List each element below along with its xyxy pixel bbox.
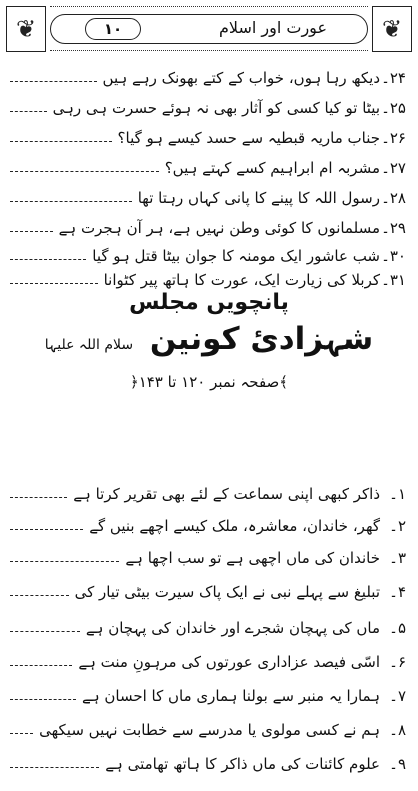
leader-dots [10, 528, 83, 530]
list-item [10, 610, 406, 640]
floral-ornament-icon: ❦ [372, 6, 412, 52]
item-number: ۶۔ [389, 653, 406, 671]
item-number: ۹۔ [389, 755, 406, 773]
item-number: ۲۶۔ [381, 129, 406, 147]
list-item [10, 476, 406, 506]
honorific: سلام اللہ علیہا [44, 337, 134, 353]
item-number: ۱۔ [389, 485, 406, 503]
item-number: ۲۵۔ [381, 99, 406, 117]
leader-dots [10, 630, 80, 632]
leader-dots [10, 594, 69, 596]
item-text: ہمارا یہ منبر سے بولنا ہماری ماں کا احسان ہے [82, 687, 380, 705]
list-item [10, 120, 406, 150]
item-text: علوم کائنات کی ماں ذاکر کا ہاتھ تھامتی ہے [105, 755, 380, 773]
item-text: ذاکر کبھی اپنی سماعت کے لئے بھی تقریر کرتا ہے [73, 485, 380, 503]
leader-dots [10, 200, 132, 202]
leader-dots [10, 110, 47, 112]
list-item [10, 180, 406, 210]
item-number: ۷۔ [389, 687, 406, 705]
item-number: ۳۰۔ [381, 247, 406, 265]
running-title: عورت اور اسلام [219, 18, 327, 37]
list-item [10, 150, 406, 180]
item-text: رسول اللہ کا پینے کا پانی کہاں رہتا تھا [137, 189, 380, 207]
leader-dots [10, 698, 76, 700]
list-item [10, 644, 406, 674]
item-text: اسّی فیصد عزاداری عورتوں کی مرہونِ منت ہے [78, 653, 380, 671]
item-number: ۳۱۔ [381, 271, 406, 289]
page-number: ۱۰ [85, 18, 141, 40]
item-text: ہم نے کسی مولوی یا مدرسے سے خطابت نہیں سیکھی [39, 721, 380, 739]
item-number: ۳۔ [389, 549, 406, 567]
list-item [10, 90, 406, 120]
list-item [10, 746, 406, 776]
item-text: ماں کی پہچان شجرے اور خاندان کی پہچان ہے [85, 619, 380, 637]
leader-dots [10, 282, 98, 284]
leader-dots [10, 258, 86, 260]
list-item [10, 678, 406, 708]
item-number: ۲۷۔ [381, 159, 406, 177]
item-number: ۸۔ [389, 721, 406, 739]
item-number: ۲۹۔ [381, 219, 406, 237]
list-item [10, 540, 406, 570]
item-text: کربلا کی زیارت ایک، عورت کا ہاتھ پیر کٹوانا [103, 271, 380, 289]
list-item [10, 210, 406, 240]
header-banner [50, 14, 368, 44]
list-item [10, 262, 406, 292]
item-text: بیٹا تو کیا کسی کو آثار بھی نہ ہوئے حسرت ہی رہی [52, 99, 380, 117]
leader-dots [10, 560, 119, 562]
leader-dots [10, 170, 159, 172]
leader-dots [10, 766, 99, 768]
item-text: خاندان کی ماں اچھی ہے تو سب اچھا ہے [125, 549, 380, 567]
item-number: ۲۔ [389, 517, 406, 535]
item-number: ۲۴۔ [381, 69, 406, 87]
item-text: شب عاشور ایک مومنہ کا جوان بیٹا قتل ہو گیا [92, 247, 380, 265]
list-item [10, 712, 406, 742]
item-number: ۵۔ [389, 619, 406, 637]
section-title [0, 321, 418, 357]
item-text: تبلیغ سے پہلے نبی نے ایک پاک سیرت بیٹی تیار کی [74, 583, 380, 601]
majlis-heading: پانچویں مجلس [129, 290, 289, 315]
item-number: ۲۸۔ [381, 189, 406, 207]
header-border-bottom [50, 50, 368, 59]
page-range: ﴾صفحہ نمبر ۱۲۰ تا ۱۴۳﴿ [129, 373, 289, 391]
item-text: گھر، خاندان، معاشرہ، ملک کیسے اچھے بنیں گے [89, 517, 380, 535]
item-text: مشربہ ام ابراہیم کسے کہتے ہیں؟ [164, 159, 380, 177]
item-number: ۴۔ [389, 583, 406, 601]
item-text: مسلمانوں کا کوئی وطن نہیں ہے، ہر آن ہجرت ہے [58, 219, 380, 237]
list-item [10, 60, 406, 90]
floral-ornament-icon: ❦ [6, 6, 46, 52]
leader-dots [10, 496, 67, 498]
leader-dots [10, 80, 97, 82]
list-item [10, 574, 406, 604]
page-header [6, 6, 412, 52]
section-title-text: شہزادیٔ کونین [149, 321, 374, 357]
leader-dots [10, 230, 53, 232]
item-text: دیکھ رہا ہوں، خواب کے کتے بھونک رہے ہیں [102, 69, 380, 87]
leader-dots [10, 732, 33, 734]
leader-dots [10, 140, 112, 142]
list-item [10, 508, 406, 538]
item-text: جناب ماریہ قبطیہ سے حسد کیسے ہو گیا؟ [117, 129, 380, 147]
leader-dots [10, 664, 72, 666]
